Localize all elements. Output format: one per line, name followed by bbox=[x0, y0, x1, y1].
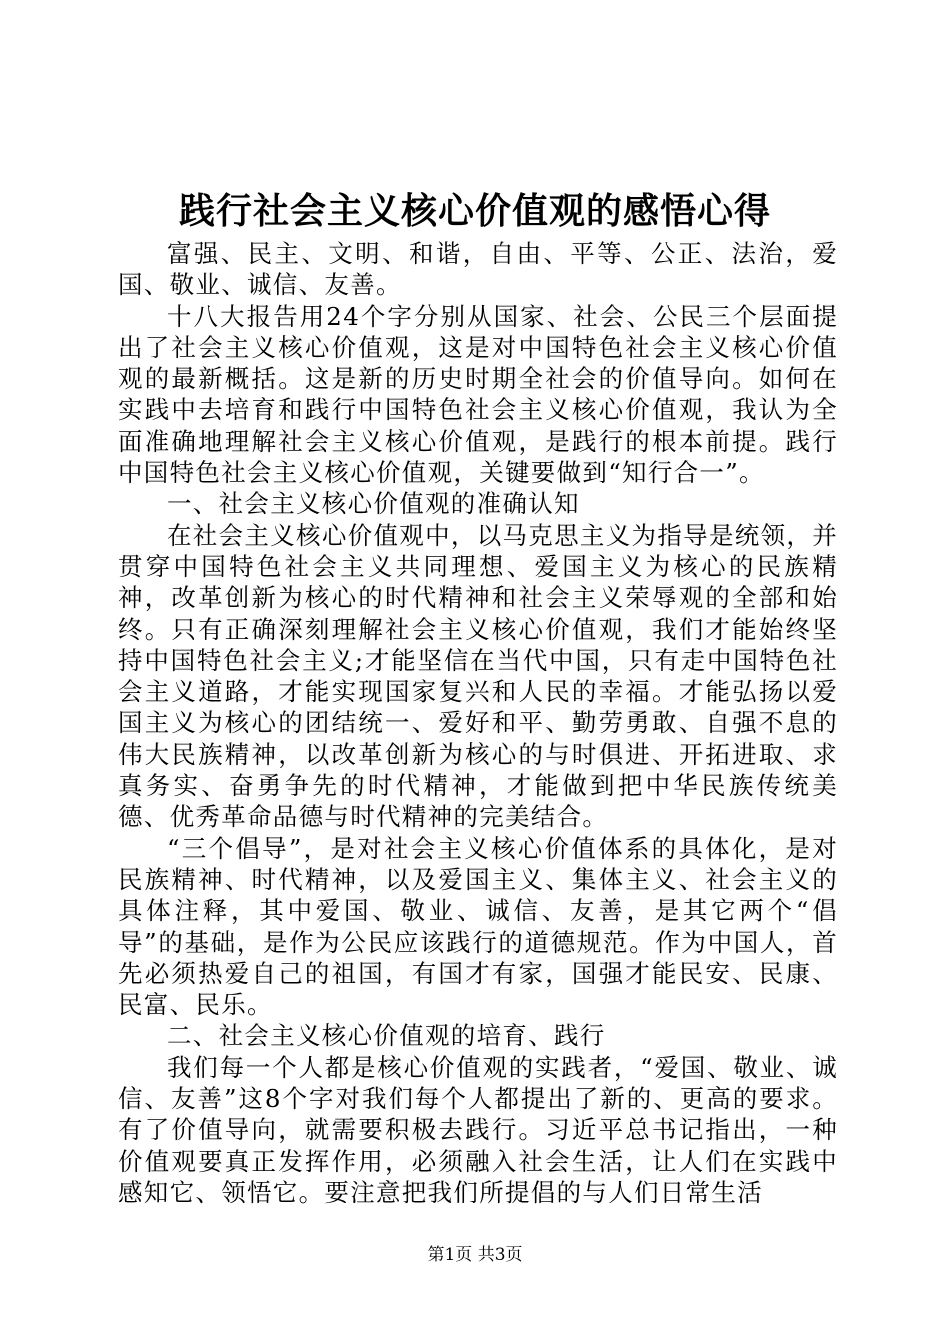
section-heading-1: 一、社会主义核心价值观的准确认知 bbox=[167, 489, 580, 519]
document-title: 践行社会主义核心价值观的感悟心得 bbox=[178, 190, 771, 232]
section-heading-2: 二、社会主义核心价值观的培育、践行 bbox=[167, 1021, 606, 1051]
paragraph-section-1-b: “三个倡导”，是对社会主义核心价值体系的具体化，是对民族精神、时代精神，以及爱国主义、集体主义、社会主义的具体注释，其中爱国、敬业、诚信、友善，是其它两个“倡导”的基础，是作为公民应该践行的道德规范。作为中国人，首先必须热爱自己的祖国，有国才有家，国强才能民安、民康、民富、民乐。 bbox=[118, 833, 838, 1020]
paragraph-report-summary: 十八大报告用24个字分别从国家、社会、公民三个层面提出了社会主义核心价值观，这是对中国特色社会主义核心价值观的最新概括。这是新的历史时期全社会的价值导向。如何在实践中去培育和践行中国特色社会主义核心价值观，我认为全面准确地理解社会主义核心价值观，是践行的根本前提。践行中国特色社会主义核心价值观，关键要做到“知行合一”。 bbox=[118, 301, 838, 488]
paragraph-section-2-a: 我们每一个人都是核心价值观的实践者，“爱国、敬业、诚信、友善”这8个字对我们每个人都提出了新的、更高的要求。有了价值导向，就需要积极去践行。习近平总书记指出，一种价值观要真正发挥作用，必须融入社会生活，让人们在实践中感知它、领悟它。要注意把我们所提倡的与人们日常生活 bbox=[118, 1052, 838, 1207]
page-number-footer: 第1页 共3页 bbox=[427, 1245, 523, 1265]
document-body bbox=[118, 238, 838, 1208]
paragraph-section-1-a: 在社会主义核心价值观中，以马克思主义为指导是统领，并贯穿中国特色社会主义共同理想、爱国主义为核心的民族精神，改革创新为核心的时代精神和社会主义荣辱观的全部和始终。只有正确深刻理解社会主义核心价值观，我们才能始终坚持中国特色社会主义;才能坚信在当代中国，只有走中国特色社会主义道路，才能实现国家复兴和人民的幸福。才能弘扬以爱国主义为核心的团结统一、爱好和平、勤劳勇敢、自强不息的伟大民族精神，以改革创新为核心的与时俱进、开拓进取、求真务实、奋勇争先的时代精神，才能做到把中华民族传统美德、优秀革命品德与时代精神的完美结合。 bbox=[118, 520, 838, 832]
paragraph-core-values: 富强、民主、文明、和谐，自由、平等、公正、法治，爱国、敬业、诚信、友善。 bbox=[118, 239, 838, 300]
